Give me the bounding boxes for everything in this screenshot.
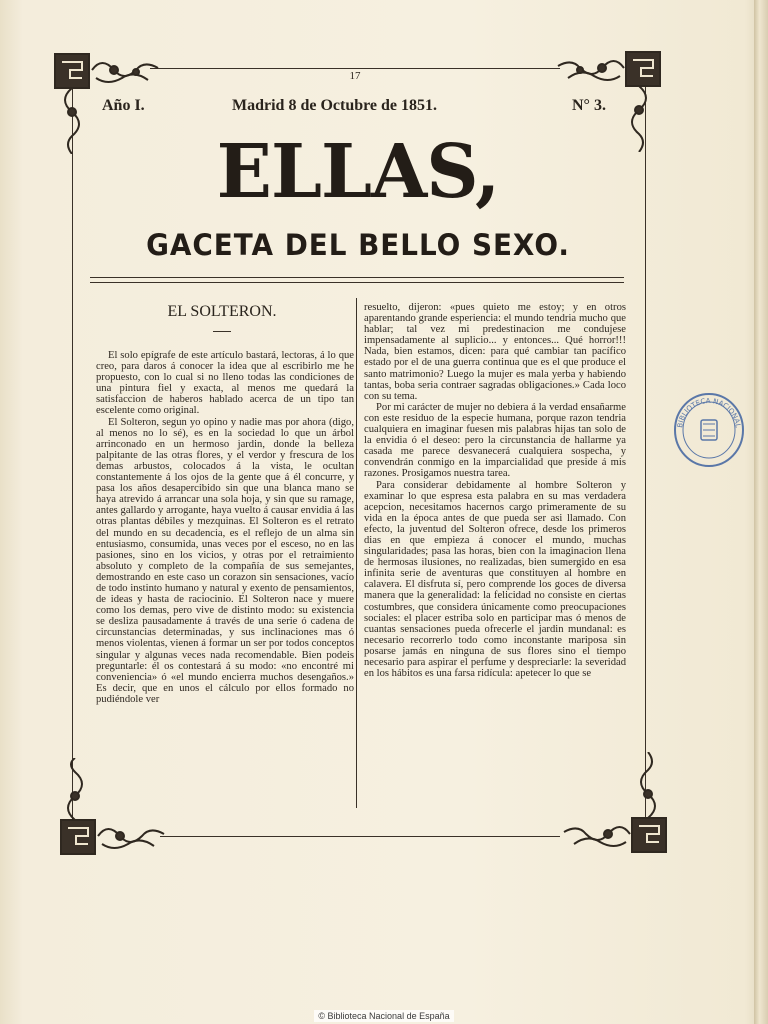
article-column-left (96, 350, 354, 810)
copyright-credit (0, 1011, 768, 1021)
paragraph: El solo epígrafe de este artículo bastará, lectoras, á lo que creo, para daros á conocer la idea que al escribirlo me he propuesto, con lo cual si no lleno todas las condiciones de una pintura fiel y exacta, al menos me quedará la satisfaccion de haberos hablado acerca de un tipo tan escelente como original. (96, 350, 354, 417)
header-year: Año I. (102, 97, 145, 114)
paragraph: Por mi carácter de mujer no debiera á la verdad ensañarme con este residuo de la especie humana, porque razon tendria cualquiera en imaginar fuesen mis palabras hijas tan solo de la envidia ó el deseo: pero la circunstancia de hallarme ya casada me parece desvanecerá cualquiera sospecha, y convendrán conmigo en la imparcialidad que preside á mis razones. Prosigamos nuestra tarea. (364, 401, 626, 480)
corner-ornament-bottom-right (560, 812, 670, 858)
column-separator (356, 298, 357, 808)
library-stamp (672, 390, 746, 470)
header-issue: N° 3. (572, 97, 606, 114)
stamp-text: BIBLIOTECA NACIONAL (676, 396, 742, 429)
corner-ornament-bottom-left (58, 814, 168, 860)
article-title: EL SOLTERON. (167, 303, 277, 320)
paragraph: resuelto, dijeron: «pues quieto me estoy; y en otros aparentando grande esperiencia: el mundo tendria mucho que hablar; tal vez mi predestinacion me condujese impensadamente al suplicio... y entonces... Qué horror!!! Nada, bien estamos, dicen: para qué cambiar tan pacífico estado por el de una guerra continua que es el que produce el santo matrimonio? Luego la mujer es mala yerba y habiendo tantas, boba seria contraer sagradas obligaciones.» Cada loco con su tema. (364, 302, 626, 402)
page-number: 17 (349, 70, 361, 82)
article-column-right (364, 302, 626, 812)
paragraph: Para considerar debidamente al hombre Solteron y examinar lo que espresa esta palabra en su mas verdadera acepcion, necesitamos hacernos cargo primeramente de su vida en la época antes de que pueda ser asi llamado. Con efecto, la juventud del Solteron ofrece, desde los primeros dias en que empieza á conocer el mundo, muchas singularidades; pasa las horas, bien con la imaginacion llena de hermosas ilusiones, no realizadas, bien sumergido en esa infinita serie de aventuras que constituyen al hombre en calavera. El disfruta sí, pero comprende los goces de diversa manera que la generalidad: la felicidad no consiste en ciertas costumbres, que considera únicamente como preocupaciones sociales: el placer estriba solo en participar mas ó menos de cuantas sensaciones pueda ofrecerle el jardin mundanal: es necesario recorrerlo todo como inconstante mariposa sin posarse jamás en ninguna de sus flores sino el tiempo necesario para aspirar el perfume y despreciarle: la severidad en los hábitos es una farsa ridícula: apetecer lo que se (364, 479, 626, 680)
paragraph: El Solteron, segun yo opino y nadie mas por ahora (digo, al menos no lo sé), es en la sociedad lo que un árbol arrinconado en un hermoso jardin, donde la belleza palpitante de las otras flores, y el verdor y frescura de los demas arbustos, colocados á la vista, le ocultan constantemente á los ojos de la gente que á él concurre, y pasa los años desapercibido sin que una blanca mano se haya atrevido á arrancar una sola hoja, y sin que su ramage, antes gallardo y arrogante, haya vuelto á causar envidia á las otras plantas débiles y mezquinas. El Solteron es el retrato del mundo en su decadencia, es el reflejo de un alma sin entusiasmo, consumida, unas veces por el esceso, no en las pasiones, sino en los vicios, y otras por el retraimiento absoluto y completo de la compañía de sus semejantes, demostrando en este caso un corazon sin sensaciones, vacío de todo instinto humano y natural y exento de pensamientos, de ideas y hasta de raciocinio. El Solteron nace y muere como los demas, pero vive de distinto modo: su existencia se desliza pausadamente á través de una serie ó cadena de circunstancias determinadas, y sus inclinaciones mas ó menos violentas, vienen á formar un ser por todos conceptos singular y algunas veces nada recomendable. Bien podeis preguntarle: él os contestará á su modo: «no encontré mi conveniencia» ó «el mundo encierra muchos desengaños.» Es decir, que en unos el cálculo por ellos formado no pudiéndole ver (96, 416, 354, 705)
corner-ornament-bottom-left-pendant (58, 758, 92, 820)
corner-ornament-bottom-right-pendant (630, 752, 666, 818)
title-dash (213, 331, 231, 332)
masthead-title: ELLAS, (216, 129, 500, 215)
frame-bottom-rule (160, 836, 560, 837)
copyright-text: © Biblioteca Nacional de España (314, 1010, 453, 1022)
frame-top-rule (150, 68, 560, 69)
header-date: Madrid 8 de Octubre de 1851. (232, 97, 438, 114)
corner-ornament-top-left-pendant (56, 88, 88, 154)
masthead-subtitle: GACETA DEL BELLO SEXO. (146, 228, 570, 262)
masthead-double-rule (90, 277, 624, 283)
page-spine (754, 0, 768, 1024)
